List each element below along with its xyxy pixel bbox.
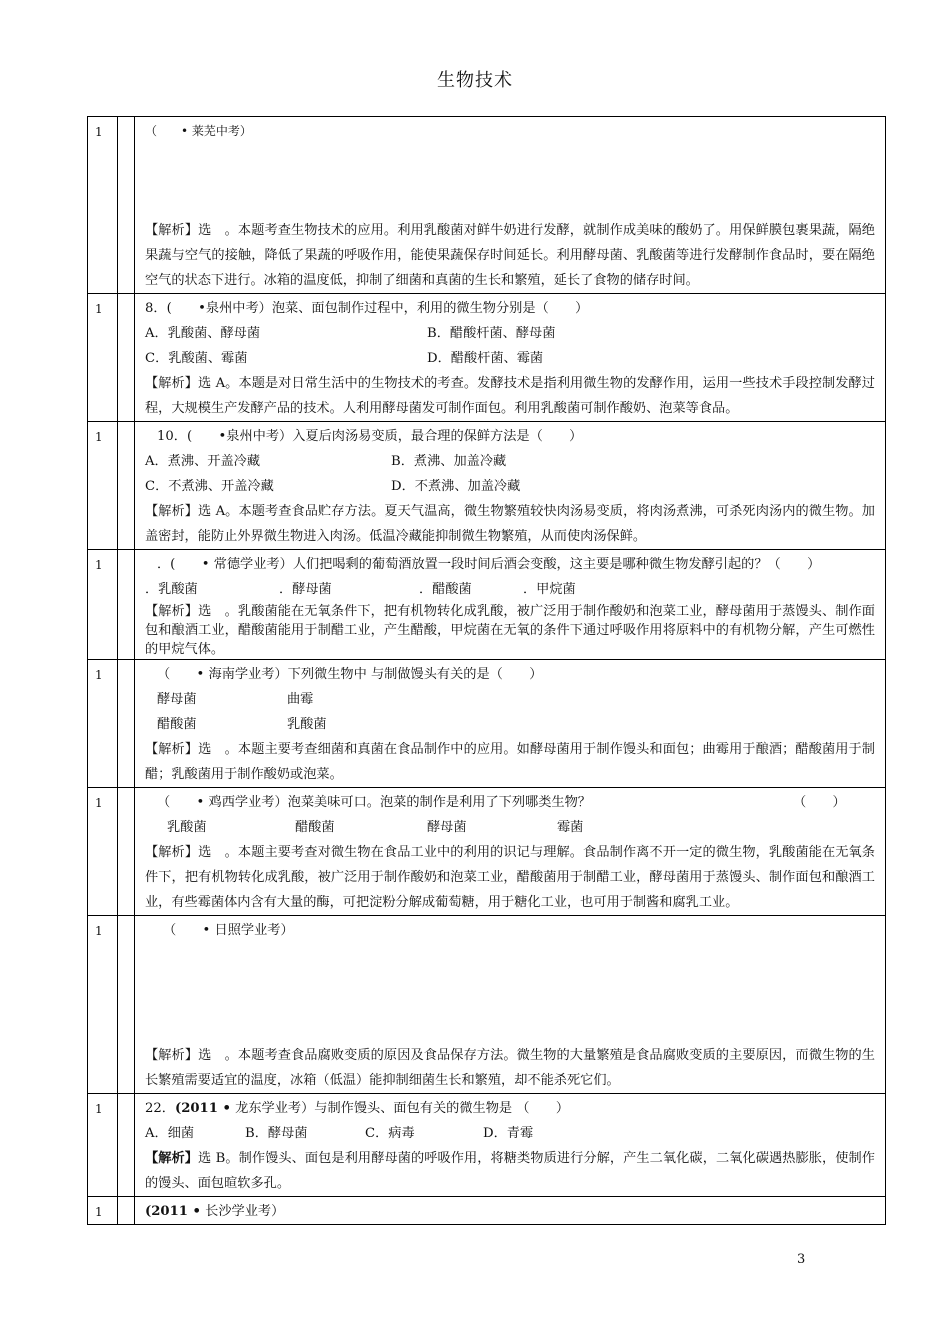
question-number: 22． [145, 1101, 175, 1116]
row-number: 1 [88, 1197, 118, 1225]
options-row [145, 449, 875, 474]
row-number: 1 [88, 788, 118, 916]
question-text: （ • 日照学业考） [163, 923, 294, 938]
analysis-text: 【解析】选 。本题主要考查细菌和真菌在食品制作中的应用。如酵母菌用于制作馒头和面包；曲霉用于酿酒；醋酸菌用于制醋；乳酸菌用于制作酸奶或泡菜。 [145, 742, 875, 782]
question-cell [135, 660, 886, 788]
option-b: B．醋酸杆菌、酵母菌 [427, 326, 556, 341]
option-a: 乳酸菌 [167, 820, 207, 835]
option-c: 醋酸菌 [157, 717, 197, 732]
options-row [145, 815, 875, 840]
question-text: 龙东学业考）与制作馒头、面包有关的微生物是 （ ） [230, 1101, 570, 1116]
row-number: 1 [88, 550, 118, 660]
question-line [145, 1199, 875, 1224]
option-a: ．乳酸菌 [145, 582, 198, 597]
row-number: 1 [88, 1094, 118, 1197]
analysis-text: 【解析】选 A。本题是对日常生活中的生物技术的考查。发酵技术是指利用微生物的发酵作用，运用一些技术手段控制发酵过程，大规模生产发酵产品的技术。人利用酵母菌发可制作面包。利用乳酸菌可制作酸奶、泡菜等食品。 [145, 376, 875, 416]
options-row [145, 346, 875, 371]
option-b: B．煮沸、加盖冷藏 [391, 454, 507, 469]
question-cell [135, 117, 886, 294]
question-cell [135, 1094, 886, 1197]
option-c: C．不煮沸、开盖冷藏 [145, 479, 274, 494]
question-row [88, 788, 886, 916]
analysis-label: 【解析】 [145, 1151, 199, 1166]
question-cell [135, 788, 886, 916]
question-text: （ • 海南学业考）下列微生物中 与制做馒头有关的是（ ） [157, 667, 543, 682]
question-text: 8．( •泉州中考）泡菜、面包制作过程中，利用的微生物分别是（ ） [145, 301, 589, 316]
question-text: （ • 莱芜中考） [145, 124, 252, 138]
analysis-text: 【解析】选 。本题主要考查对微生物在食品工业中的利用的识记与理解。食品制作离不开一定的微生物，乳酸菌能在无氧条件下，把有机物转化成乳酸，被广泛用于制作酸奶和泡菜工业，醋酸菌用于制醋工业，酵母菌用于蒸馒头、制作面包和酿酒工业，有些霉菌体内含有大量的酶，可把淀粉分解成葡萄糖，用于糖化工业，也可用于制酱和腐乳工业。 [145, 845, 875, 910]
question-cell [135, 1197, 886, 1225]
row-number: 1 [88, 117, 118, 294]
analysis-line [145, 1146, 875, 1196]
row-marker-cell [118, 1197, 135, 1225]
option-a: A．煮沸、开盖冷藏 [145, 454, 261, 469]
option-d: 霉菌 [557, 820, 584, 835]
question-text: 10．( •泉州中考）入夏后肉汤易变质，最合理的保鲜方法是（ ） [157, 429, 583, 444]
question-text: 长沙学业考） [200, 1204, 285, 1219]
option-a: A．细菌 [145, 1126, 195, 1141]
analysis-text: 【解析】选 。本题考查生物技术的应用。利用乳酸菌对鲜牛奶进行发酵，就制作成美味的酸奶了。用保鲜膜包裹果蔬，隔绝果蔬与空气的接触，降低了果蔬的呼吸作用，能使果蔬保存时间延长。利用酵母菌、乳酸菌等进行发酵制作食品时，要在隔绝空气的状态下进行。冰箱的温度低，抑制了细菌和真菌的生长和繁殖，延长了食物的储存时间。 [145, 223, 875, 288]
row-marker-cell [118, 916, 135, 1094]
option-d: 乳酸菌 [287, 717, 327, 732]
option-a: 酵母菌 [157, 692, 197, 707]
row-number: 1 [88, 294, 118, 422]
blank-space [145, 144, 875, 218]
question-cell [135, 422, 886, 550]
question-year: (2011 • [145, 1204, 201, 1219]
question-line [145, 790, 875, 815]
page-title: 生物技术 [437, 70, 513, 91]
row-marker-cell [118, 550, 135, 660]
options-row [145, 577, 875, 602]
option-c: C．病毒 [365, 1126, 415, 1141]
question-row [88, 1197, 886, 1225]
question-cell [135, 550, 886, 660]
blank-space [145, 943, 875, 1043]
analysis-text: 【解析】选 。本题考查食品腐败变质的原因及食品保存方法。微生物的大量繁殖是食品腐败变质的主要原因，而微生物的生长繁殖需要适宜的温度，冰箱（低温）能抑制细菌生长和繁殖，却不能杀死它们。 [145, 1048, 875, 1088]
question-text: （ • 鸡西学业考）泡菜美味可口。泡菜的制作是利用了下列哪类生物？ [157, 795, 591, 810]
question-row [88, 294, 886, 422]
options-row [145, 474, 875, 499]
row-number: 1 [88, 660, 118, 788]
option-b: ．酵母菌 [279, 582, 332, 597]
row-marker-cell [118, 788, 135, 916]
question-row [88, 916, 886, 1094]
page-number: 3 [797, 1252, 806, 1267]
question-table [87, 116, 886, 1225]
question-cell [135, 916, 886, 1094]
analysis-text: 【解析】选 A。本题考查食品贮存方法。夏天气温高，微生物繁殖较快肉汤易变质，将肉汤煮沸，可杀死肉汤内的微生物。加盖密封，能防止外界微生物进入肉汤。低温冷藏能抑制微生物繁殖，从而使肉汤保鲜。 [145, 504, 875, 544]
option-d: ．甲烷菌 [523, 582, 576, 597]
options-row [145, 712, 875, 737]
row-marker-cell [118, 660, 135, 788]
question-text: ．( • 常德学业考）人们把喝剩的葡萄酒放置一段时间后酒会变酸，这主要是哪种微生物发酵引起的？（ ） [157, 557, 821, 572]
options-row [145, 687, 875, 712]
option-d: D．青霉 [483, 1126, 534, 1141]
option-d: D．不煮沸、加盖冷藏 [391, 479, 521, 494]
question-row [88, 422, 886, 550]
question-cell [135, 294, 886, 422]
option-c: C．乳酸菌、霉菌 [145, 351, 248, 366]
row-number: 1 [88, 916, 118, 1094]
answer-bracket: （ ） [793, 795, 846, 810]
option-b: 曲霉 [287, 692, 314, 707]
option-b: 醋酸菌 [295, 820, 335, 835]
option-a: A．乳酸菌、酵母菌 [145, 326, 261, 341]
option-c: ．醋酸菌 [419, 582, 472, 597]
analysis-text: 【解析】选 。乳酸菌能在无氧条件下，把有机物转化成乳酸，被广泛用于制作酸奶和泡菜工业，酵母菌用于蒸馒头、制作面包和酿酒工业，醋酸菌能用于制醋工业，产生醋酸，甲烷菌在无氧的条件下通过呼吸作用将原料中的有机物分解，产生可燃性的甲烷气体。 [145, 604, 875, 657]
row-number: 1 [88, 422, 118, 550]
question-row [88, 550, 886, 660]
analysis-text: 选 B。制作馒头、面包是利用酵母菌的呼吸作用，将糖类物质进行分解，产生二氧化碳，二氧化碳遇热膨胀，使制作的馒头、面包暄软多孔。 [145, 1151, 875, 1191]
question-row [88, 1094, 886, 1197]
options-row [145, 1121, 875, 1146]
option-c: 酵母菌 [427, 820, 467, 835]
row-marker-cell [118, 117, 135, 294]
question-row [88, 117, 886, 294]
question-line [145, 1096, 875, 1121]
row-marker-cell [118, 294, 135, 422]
row-marker-cell [118, 422, 135, 550]
option-b: B．酵母菌 [245, 1126, 308, 1141]
option-d: D．醋酸杆菌、霉菌 [427, 351, 544, 366]
question-row [88, 660, 886, 788]
options-row [145, 321, 875, 346]
row-marker-cell [118, 1094, 135, 1197]
question-year: (2011 • [174, 1101, 231, 1116]
